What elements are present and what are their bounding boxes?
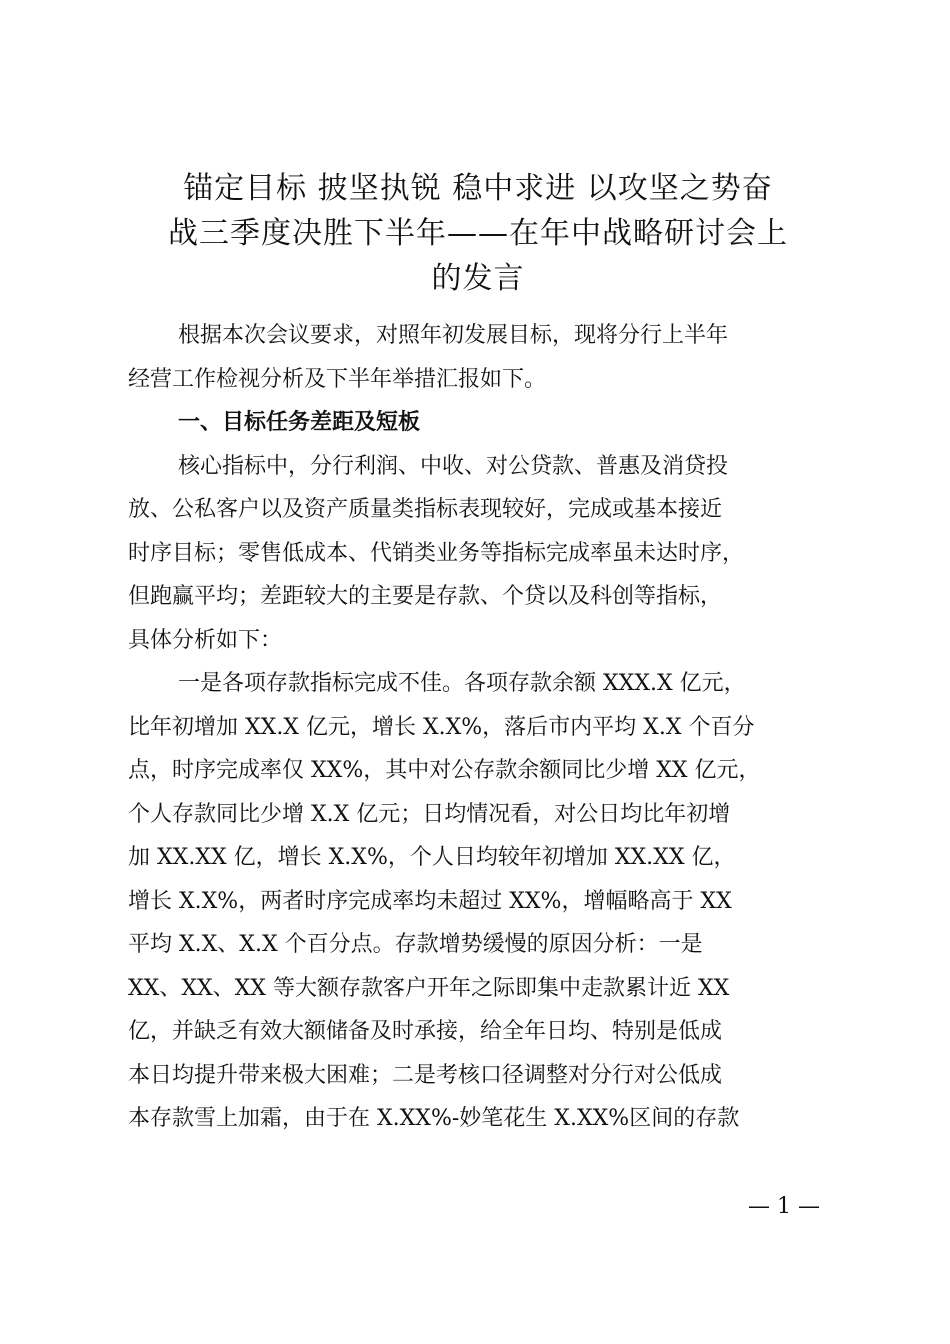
paragraph-line: 具体分析如下： bbox=[128, 627, 283, 653]
paragraph-line: 增长 X.X%，两者时序完成率均未超过 XX%，增幅略高于 XX bbox=[128, 888, 732, 914]
paragraph-line: 本存款雪上加霜，由于在 X.XX%-妙笔花生 X.XX%区间的存款 bbox=[128, 1106, 740, 1131]
page-number: — 1 — bbox=[748, 1194, 820, 1219]
paragraph-line: 平均 X.X、X.X 个百分点。存款增势缓慢的原因分析：一是 bbox=[128, 932, 703, 957]
document-body bbox=[128, 314, 828, 1141]
paragraph-line: 点，时序完成率仅 XX%，其中对公存款余额同比少增 XX 亿元， bbox=[128, 758, 761, 783]
paragraph-line: 亿，并缺乏有效大额储备及时承接，给全年日均、特别是低成 bbox=[128, 1019, 723, 1044]
paragraph-line: 本日均提升带来极大困难；二是考核口径调整对分行对公低成 bbox=[128, 1062, 723, 1088]
paragraph-line: XX、XX、XX 等大额存款客户开年之际即集中走款累计近 XX bbox=[128, 975, 730, 1001]
paragraph-line: 根据本次会议要求，对照年初发展目标，现将分行上半年 bbox=[178, 323, 729, 348]
paragraph-line: 比年初增加 XX.X 亿元，增长 X.X%，落后市内平均 X.X 个百分 bbox=[128, 714, 755, 740]
deposits-paragraph bbox=[128, 662, 828, 1141]
paragraph-line: 加 XX.XX 亿，增长 X.X%，个人日均较年初增加 XX.XX 亿， bbox=[128, 845, 736, 870]
intro-paragraph bbox=[128, 314, 828, 401]
paragraph-line: 个人存款同比少增 X.X 亿元；日均情况看，对公日均比年初增 bbox=[128, 801, 731, 827]
paragraph-line: 时序目标；零售低成本、代销类业务等指标完成率虽未达时序， bbox=[128, 540, 745, 566]
paragraph-line: 但跑赢平均；差距较大的主要是存款、个贷以及科创等指标， bbox=[128, 584, 723, 609]
section-heading-text: 一、目标任务差距及短板 bbox=[178, 410, 421, 435]
paragraph-line: 放、公私客户以及资产质量类指标表现较好，完成或基本接近 bbox=[128, 497, 723, 522]
title-line: 的发言 bbox=[431, 261, 525, 296]
document-title bbox=[128, 166, 828, 301]
title-line: 战三季度决胜下半年——在年中战略研讨会上 bbox=[168, 216, 788, 251]
paragraph-line: 核心指标中，分行利润、中收、对公贷款、普惠及消贷投 bbox=[178, 453, 729, 479]
title-line: 锚定目标 披坚执锐 稳中求进 以攻坚之势奋 bbox=[183, 171, 773, 206]
paragraph-line: 经营工作检视分析及下半年举措汇报如下。 bbox=[128, 366, 547, 392]
section-heading bbox=[128, 401, 828, 445]
paragraph-line: 一是各项存款指标完成不佳。各项存款余额 XXX.X 亿元， bbox=[178, 671, 746, 696]
core-indicators-paragraph bbox=[128, 445, 828, 663]
